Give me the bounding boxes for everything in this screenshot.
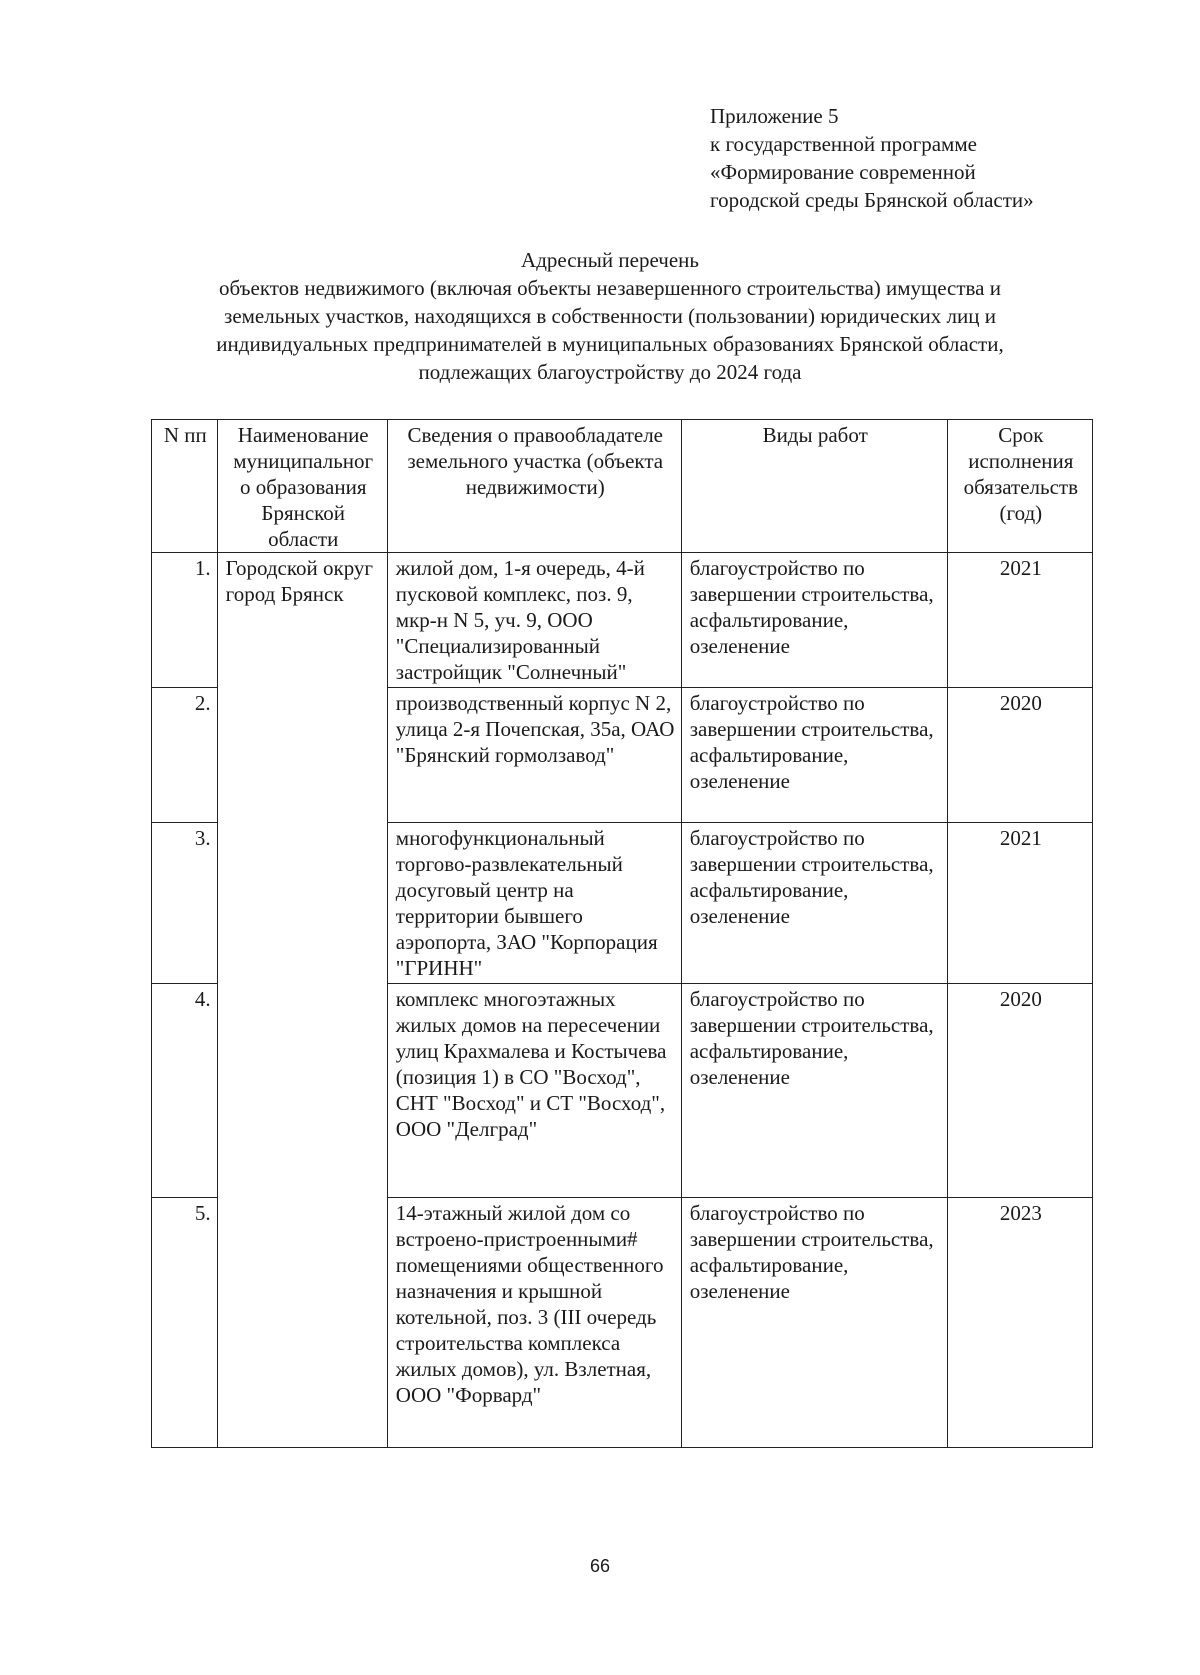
document-title [150, 246, 1070, 386]
row-number: 2. [152, 688, 218, 823]
row-number: 3. [152, 823, 218, 984]
appendix-line: к государственной программе [710, 132, 977, 156]
table-header-row [152, 420, 1093, 553]
appendix-header [710, 102, 1034, 214]
title-line: объектов недвижимого (включая объекты незавершенного строительства) имущества и [219, 276, 1001, 300]
title-heading: Адресный перечень [521, 248, 699, 272]
header-deadline: Срок исполнения обязательств (год) [947, 420, 1092, 553]
row-number: 5. [152, 1198, 218, 1448]
owner-cell: 14-этажный жилой дом со встроено-пристроенными# помещениями общественного назначения и крышной котельной, поз. 3 (III очередь строительства комплекса жилых домов), ул. Взлетная, ООО "Форвард" [387, 1198, 681, 1448]
owner-cell: производственный корпус N 2, улица 2-я Почепская, 35а, ОАО "Брянский гормолзавод" [387, 688, 681, 823]
header-municipality: Наименование муниципальног о образования Брянской области [217, 420, 387, 553]
table-row [152, 553, 1093, 688]
title-line: подлежащих благоустройству до 2024 года [418, 360, 802, 384]
works-cell: благоустройство по завершении строительства, асфальтирование, озеленение [681, 688, 947, 823]
owner-cell: жилой дом, 1-я очередь, 4-й пусковой комплекс, поз. 9, мкр-н N 5, уч. 9, ООО "Специализированный застройщик "Солнечный" [387, 553, 681, 688]
owner-cell: многофункциональный торгово-развлекательный досуговый центр на территории бывшего аэропорта, ЗАО "Корпорация "ГРИНН" [387, 823, 681, 984]
page-number: 66 [589, 1556, 611, 1576]
works-cell: благоустройство по завершении строительства, асфальтирование, озеленение [681, 984, 947, 1198]
row-number: 4. [152, 984, 218, 1198]
owner-cell: комплекс многоэтажных жилых домов на пересечении улиц Крахмалева и Костычева (позиция 1) в СО "Восход", СНТ "Восход" и СТ "Восход", ООО "Делград" [387, 984, 681, 1198]
year-cell: 2020 [947, 984, 1092, 1198]
works-cell: благоустройство по завершении строительства, асфальтирование, озеленение [681, 1198, 947, 1448]
appendix-line: городской среды Брянской области» [710, 188, 1034, 212]
year-cell: 2021 [947, 823, 1092, 984]
appendix-line: Приложение 5 [710, 104, 839, 128]
objects-table [151, 419, 1093, 1448]
works-cell: благоустройство по завершении строительства, асфальтирование, озеленение [681, 553, 947, 688]
title-line: индивидуальных предпринимателей в муниципальных образованиях Брянской области, [216, 332, 1004, 356]
year-cell: 2021 [947, 553, 1092, 688]
header-works: Виды работ [681, 420, 947, 553]
works-cell: благоустройство по завершении строительства, асфальтирование, озеленение [681, 823, 947, 984]
appendix-line: «Формирование современной [710, 160, 976, 184]
header-number: N пп [152, 420, 218, 553]
year-cell: 2020 [947, 688, 1092, 823]
row-number: 1. [152, 553, 218, 688]
title-line: земельных участков, находящихся в собственности (пользовании) юридических лиц и [224, 304, 996, 328]
header-owner: Сведения о правообладателе земельного участка (объекта недвижимости) [387, 420, 681, 553]
year-cell: 2023 [947, 1198, 1092, 1448]
municipality-cell: Городской округ город Брянск [217, 553, 387, 1448]
